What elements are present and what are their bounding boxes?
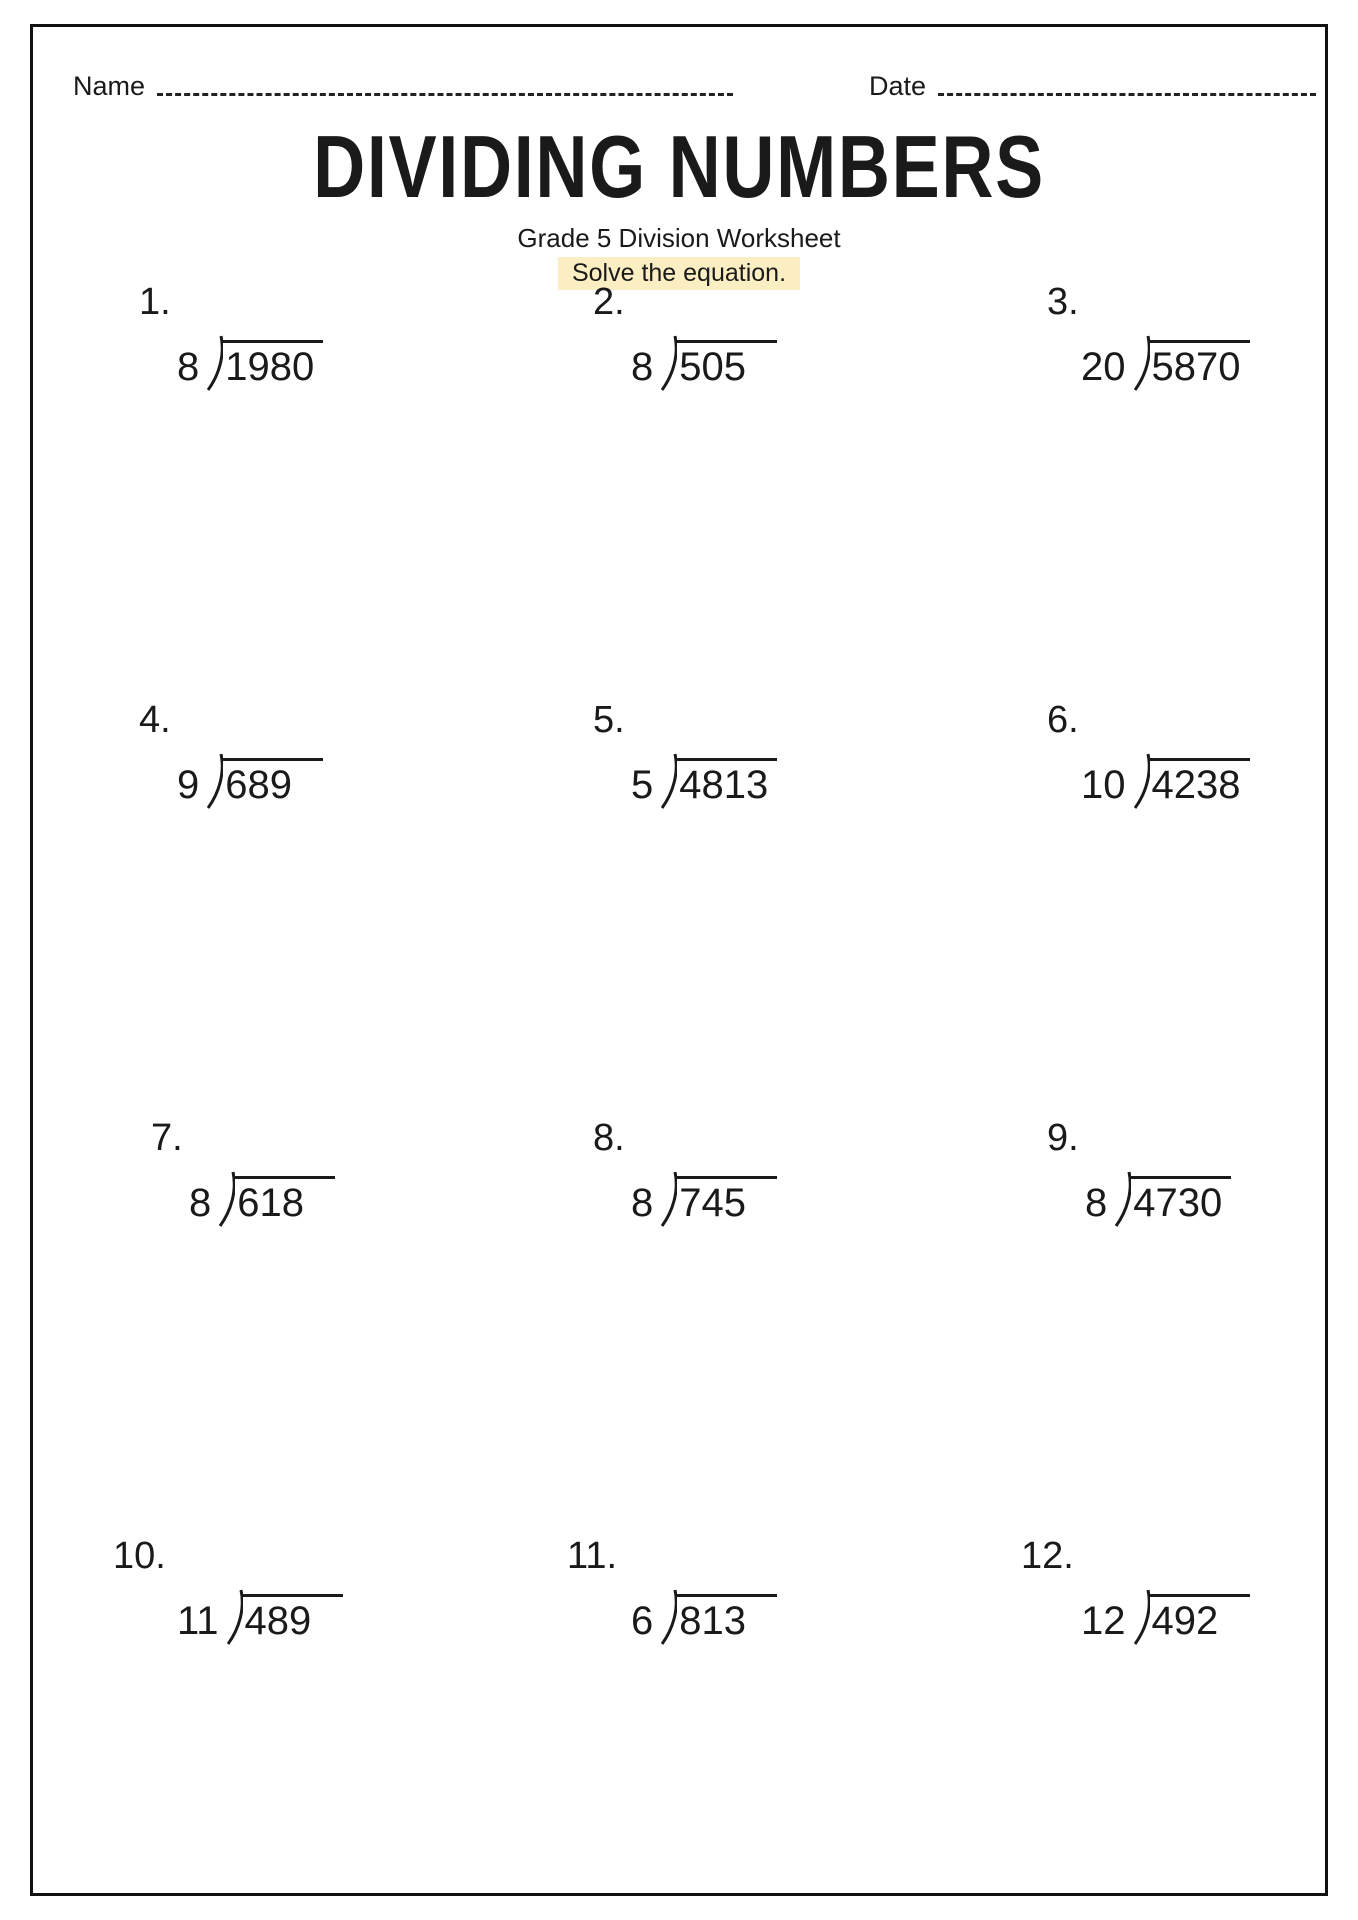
division-bracket [207,335,223,391]
division-bracket [227,1589,243,1645]
divisor: 6 [631,1599,654,1643]
division-bracket [219,1171,235,1227]
divisor: 8 [1085,1181,1108,1225]
problem-4 [139,701,439,841]
division-bracket [1134,1589,1150,1645]
dividend: 745 [677,1176,777,1227]
long-division [631,1171,777,1227]
long-division [1085,1171,1231,1227]
divisor: 11 [177,1599,219,1643]
instruction-highlight: Solve the equation. [558,257,800,290]
long-division [1081,753,1250,809]
dividend: 1980 [223,340,323,391]
problem-number: 6. [1047,699,1079,741]
division-bracket [1115,1171,1131,1227]
dividend: 813 [677,1594,777,1645]
problem-number: 3. [1047,281,1079,323]
divisor: 5 [631,763,654,807]
page-title: DIVIDING NUMBERS [313,117,1045,216]
problem-number: 4. [139,699,171,741]
long-division [177,753,323,809]
long-division [631,753,777,809]
problem-number: 10. [113,1535,166,1577]
long-division [189,1171,335,1227]
divisor: 9 [177,763,200,807]
problem-11 [567,1537,867,1677]
problem-7 [151,1119,451,1259]
divisor: 8 [631,1181,654,1225]
problem-6 [1047,701,1347,841]
long-division [1081,1589,1250,1645]
problem-number: 11. [567,1535,618,1577]
divisor: 8 [177,345,200,389]
problem-3 [1047,283,1347,423]
dividend: 492 [1150,1594,1250,1645]
divisor: 12 [1081,1599,1126,1643]
dividend: 689 [223,758,323,809]
dividend: 5870 [1150,340,1250,391]
division-bracket [207,753,223,809]
divisor: 8 [189,1181,212,1225]
division-bracket [1134,335,1150,391]
divisor: 20 [1081,345,1126,389]
division-bracket [1134,753,1150,809]
problem-number: 7. [151,1117,183,1159]
problem-number: 8. [593,1117,625,1159]
problem-number: 5. [593,699,625,741]
divisor: 10 [1081,763,1126,807]
problem-number: 1. [139,281,171,323]
problem-9 [1047,1119,1347,1259]
dividend: 489 [243,1594,343,1645]
dividend: 505 [677,340,777,391]
name-field[interactable] [73,71,733,102]
problem-number: 12. [1021,1535,1074,1577]
division-bracket [661,335,677,391]
dividend: 4813 [677,758,777,809]
date-field[interactable] [869,71,1316,102]
name-label: Name [73,71,146,101]
problem-2 [593,283,893,423]
division-bracket [661,1171,677,1227]
problem-8 [593,1119,893,1259]
divisor: 8 [631,345,654,389]
header-fields [73,71,1285,111]
long-division [177,1589,343,1645]
date-blank-line[interactable] [938,93,1316,96]
long-division [1081,335,1250,391]
problem-1 [139,283,439,423]
problem-number: 2. [593,281,625,323]
problem-number: 9. [1047,1117,1079,1159]
long-division [177,335,323,391]
date-label: Date [869,71,927,101]
long-division [631,1589,777,1645]
problem-12 [1021,1537,1321,1677]
dividend: 618 [235,1176,335,1227]
name-blank-line[interactable] [157,93,733,96]
page-subtitle: Grade 5 Division Worksheet [517,223,841,253]
division-bracket [661,1589,677,1645]
division-bracket [661,753,677,809]
dividend: 4730 [1131,1176,1231,1227]
worksheet-frame [30,24,1328,1896]
long-division [631,335,777,391]
problem-5 [593,701,893,841]
dividend: 4238 [1150,758,1250,809]
problem-10 [113,1537,413,1677]
